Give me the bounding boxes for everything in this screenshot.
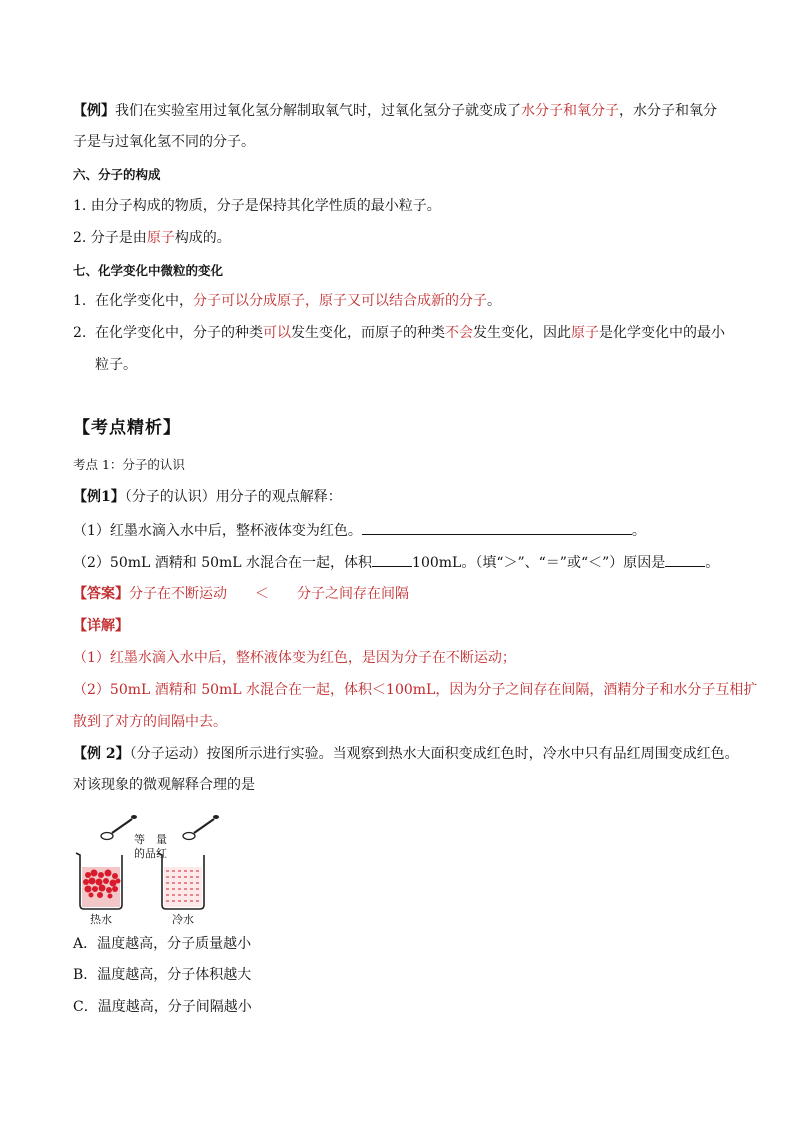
section7-item2-text2: 发生变化，而原子的种类 [291,325,445,341]
point1-title: 考点 1：分子的认识 [73,457,185,472]
section7-item1 [73,291,501,311]
example-tag: 【例】 [73,103,115,119]
section7-item2-text4: 是化学变化中的最小 [599,325,725,341]
example1-stem-text: （分子的认识）用分子的观点解释： [124,489,342,505]
section7-item2-text: 在化学变化中，分子的种类 [95,325,263,341]
example-text: 我们在实验室用过氧化氢分解制取氧气时，过氧化氢分子就变成了 [115,103,521,119]
example1-q1 [73,520,646,541]
example-intro-line2: 子是与过氧化氢不同的分子。 [73,134,255,150]
detail-line1: （1）红墨水滴入水中后，整杯液体变为红色，是因为分子在不断运动； [73,650,516,666]
answer-tag: 【答案】 [73,586,129,602]
figure-label-pinhong: 的品红 [134,847,167,860]
spoon-right-icon [183,815,219,840]
section7-item2-line2: 粒子。 [95,357,137,373]
example1-stem [73,487,342,507]
cold-water-beaker-icon [158,853,204,909]
section6-item2-text: 2. 分子是由 [73,230,147,246]
answer-1: 分子在不断运动 [129,586,227,602]
example1-q2 [73,552,719,573]
example1-q1-text: （1）红墨水滴入水中后，整杯液体变为红色。 [73,523,362,539]
hot-water-beaker-icon [76,853,122,909]
example2-tag: 【例 2】 [73,746,130,762]
option-c[interactable]: C．温度越高，分子间隔越小 [73,999,252,1015]
example2-stem-text: （分子运动）按图所示进行实验。当观察到热水大面积变成红色时，冷水中只有品红周围变成红色。 [129,746,739,762]
example-highlight: 水分子和氧分子 [521,103,619,119]
figure-label-cold: 冷水 [172,913,194,926]
example1-q1-blank[interactable] [362,520,632,535]
section7-item1-text: 在化学变化中， [95,293,193,309]
figure-label-hot: 热水 [90,913,112,926]
section6-item1: 1. 由分子构成的物质，分子是保持其化学性质的最小粒子。 [73,198,441,214]
section7-item2-highlight-atom: 原子 [571,325,599,341]
section7-item2-highlight-not: 不会 [445,325,473,341]
example1-q2-blank2[interactable] [665,552,705,567]
example1-q2-text2: 100mL。（填“＞”、“＝”或“＜”）原因是 [412,555,666,571]
answer-3: 分子之间存在间隔 [297,586,409,602]
section7-item2-highlight-can: 可以 [263,325,291,341]
analysis-heading: 【考点精析】 [73,418,181,438]
section6-item2-end: 构成的。 [174,230,231,246]
section7-item1-end: 。 [487,293,501,309]
section7-item2-text3: 发生变化，因此 [473,325,571,341]
example-text-cont: ，水分子和氧分 [619,103,717,119]
experiment-figure [70,805,230,925]
figure-label-equal: 等 量 [134,833,167,846]
example1-answer [73,584,409,604]
section6-item2-highlight: 原子 [146,230,175,246]
example1-tag: 【例1】 [73,489,125,505]
section7-item2-number: 2. [73,325,87,341]
section6-item2 [73,228,231,248]
option-b[interactable]: B．温度越高，分子体积越大 [73,967,252,983]
example2-stem-line2: 对该现象的微观解释合理的是 [73,777,255,793]
example1-q2-end: 。 [705,555,720,571]
detail-tag: 【详解】 [73,618,129,634]
example1-q2-blank1[interactable] [372,552,412,567]
section7-item1-number: 1. [73,293,87,309]
example1-q1-end: 。 [631,523,646,539]
answer-2: ＜ [255,586,269,602]
example-intro-line1 [73,101,717,121]
spoon-left-icon [101,815,137,840]
detail-line3: 散到了对方的间隔中去。 [73,714,227,730]
example2-stem-line1 [73,744,739,764]
detail-line2: （2）50mL 酒精和 50mL 水混合在一起，体积＜100mL，因为分子之间存在间隔，酒精分子和水分子互相扩 [73,682,758,698]
section7-title: 七、化学变化中微粒的变化 [73,263,224,278]
example1-q2-text: （2）50mL 酒精和 50mL 水混合在一起，体积 [73,555,373,571]
section6-title: 六、分子的构成 [73,167,161,182]
option-a[interactable]: A．温度越高，分子质量越小 [73,936,252,952]
section7-item2 [73,323,725,343]
beakers-illustration [70,805,230,925]
section7-item1-highlight: 分子可以分成原子，原子又可以结合成新的分子 [193,293,487,309]
